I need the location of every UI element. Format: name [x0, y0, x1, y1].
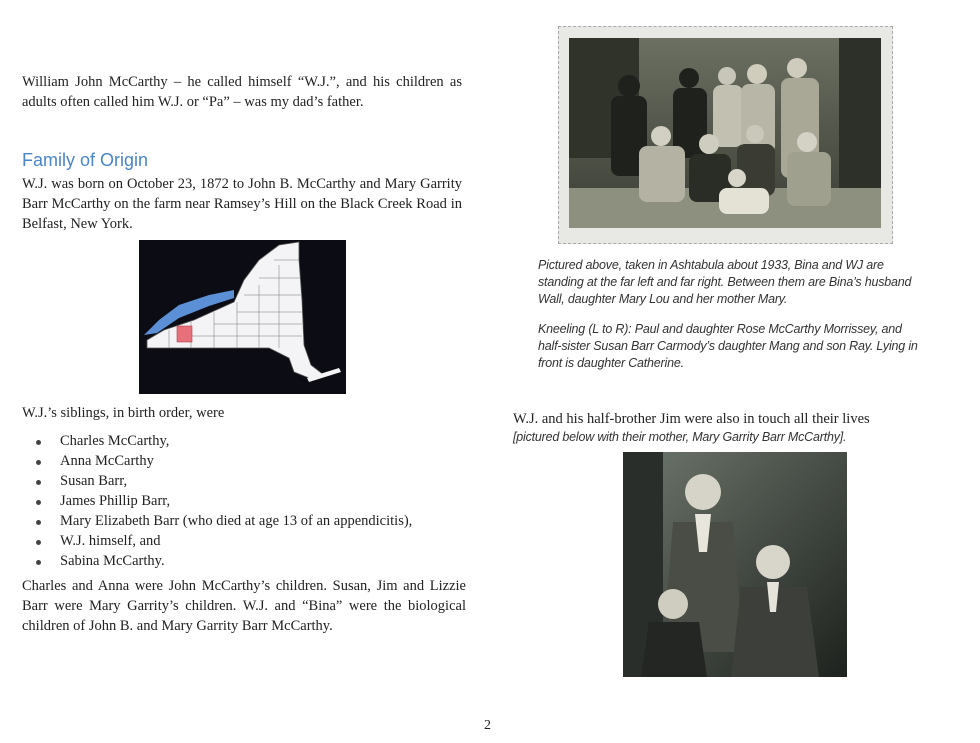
list-item: Anna McCarthy — [36, 451, 412, 471]
origin-paragraph: W.J. was born on October 23, 1872 to John B. McCarthy and Mary Garrity Barr McCarthy on the farm near Ramsey’s Hill on the Black Creek Road in Belfast, New York. — [22, 176, 462, 232]
list-item: James Phillip Barr, — [36, 491, 412, 511]
half-brother-text: W.J. and his half-brother Jim were also in touch all their lives — [513, 411, 870, 427]
bullet-icon — [36, 440, 41, 445]
bullet-icon — [36, 520, 41, 525]
bullet-icon — [36, 460, 41, 465]
siblings-list — [36, 431, 412, 571]
photo-caption-2: Kneeling (L to R): Paul and daughter Rose McCarthy Morrissey, and half-sister Susan Barr Carmody’s daughter Mang and son Ray. Lying in front is daughter Catherine. — [538, 322, 918, 370]
new-york-map-image — [139, 240, 346, 394]
bullet-icon — [36, 540, 41, 545]
closing-paragraph: Charles and Anna were John McCarthy’s children. Susan, Jim and Lizzie Barr were Mary Garrity’s children. W.J. and “Bina” were the biological children of John B. and Mary Garrity Barr McCarthy. — [22, 578, 466, 634]
intro-paragraph: William John McCarthy – he called himself “W.J.”, and his children as adults often called him W.J. or “Pa” – was my dad’s father. — [22, 74, 462, 110]
half-brother-caption: [pictured below with their mother, Mary Garrity Barr McCarthy]. — [513, 430, 847, 444]
bullet-icon — [36, 480, 41, 485]
bullet-icon — [36, 500, 41, 505]
list-item: W.J. himself, and — [36, 531, 412, 551]
section-heading: Family of Origin — [22, 150, 149, 170]
family-group-photo — [569, 38, 881, 228]
list-item: Charles McCarthy, — [36, 431, 412, 451]
photo-caption-1: Pictured above, taken in Ashtabula about 1933, Bina and WJ are standing at the far left and far right. Between them are Bina’s husband Wall, daughter Mary Lou and her mother Mary. — [538, 258, 912, 306]
page-number: 2 — [484, 718, 491, 733]
list-item: Mary Elizabeth Barr (who died at age 13 of an appendicitis), — [36, 511, 412, 531]
list-item: Sabina McCarthy. — [36, 551, 412, 571]
list-item: Susan Barr, — [36, 471, 412, 491]
siblings-intro-text: W.J.’s siblings, in birth order, were — [22, 405, 225, 421]
bullet-icon — [36, 560, 41, 565]
mother-and-sons-photo — [623, 452, 847, 677]
